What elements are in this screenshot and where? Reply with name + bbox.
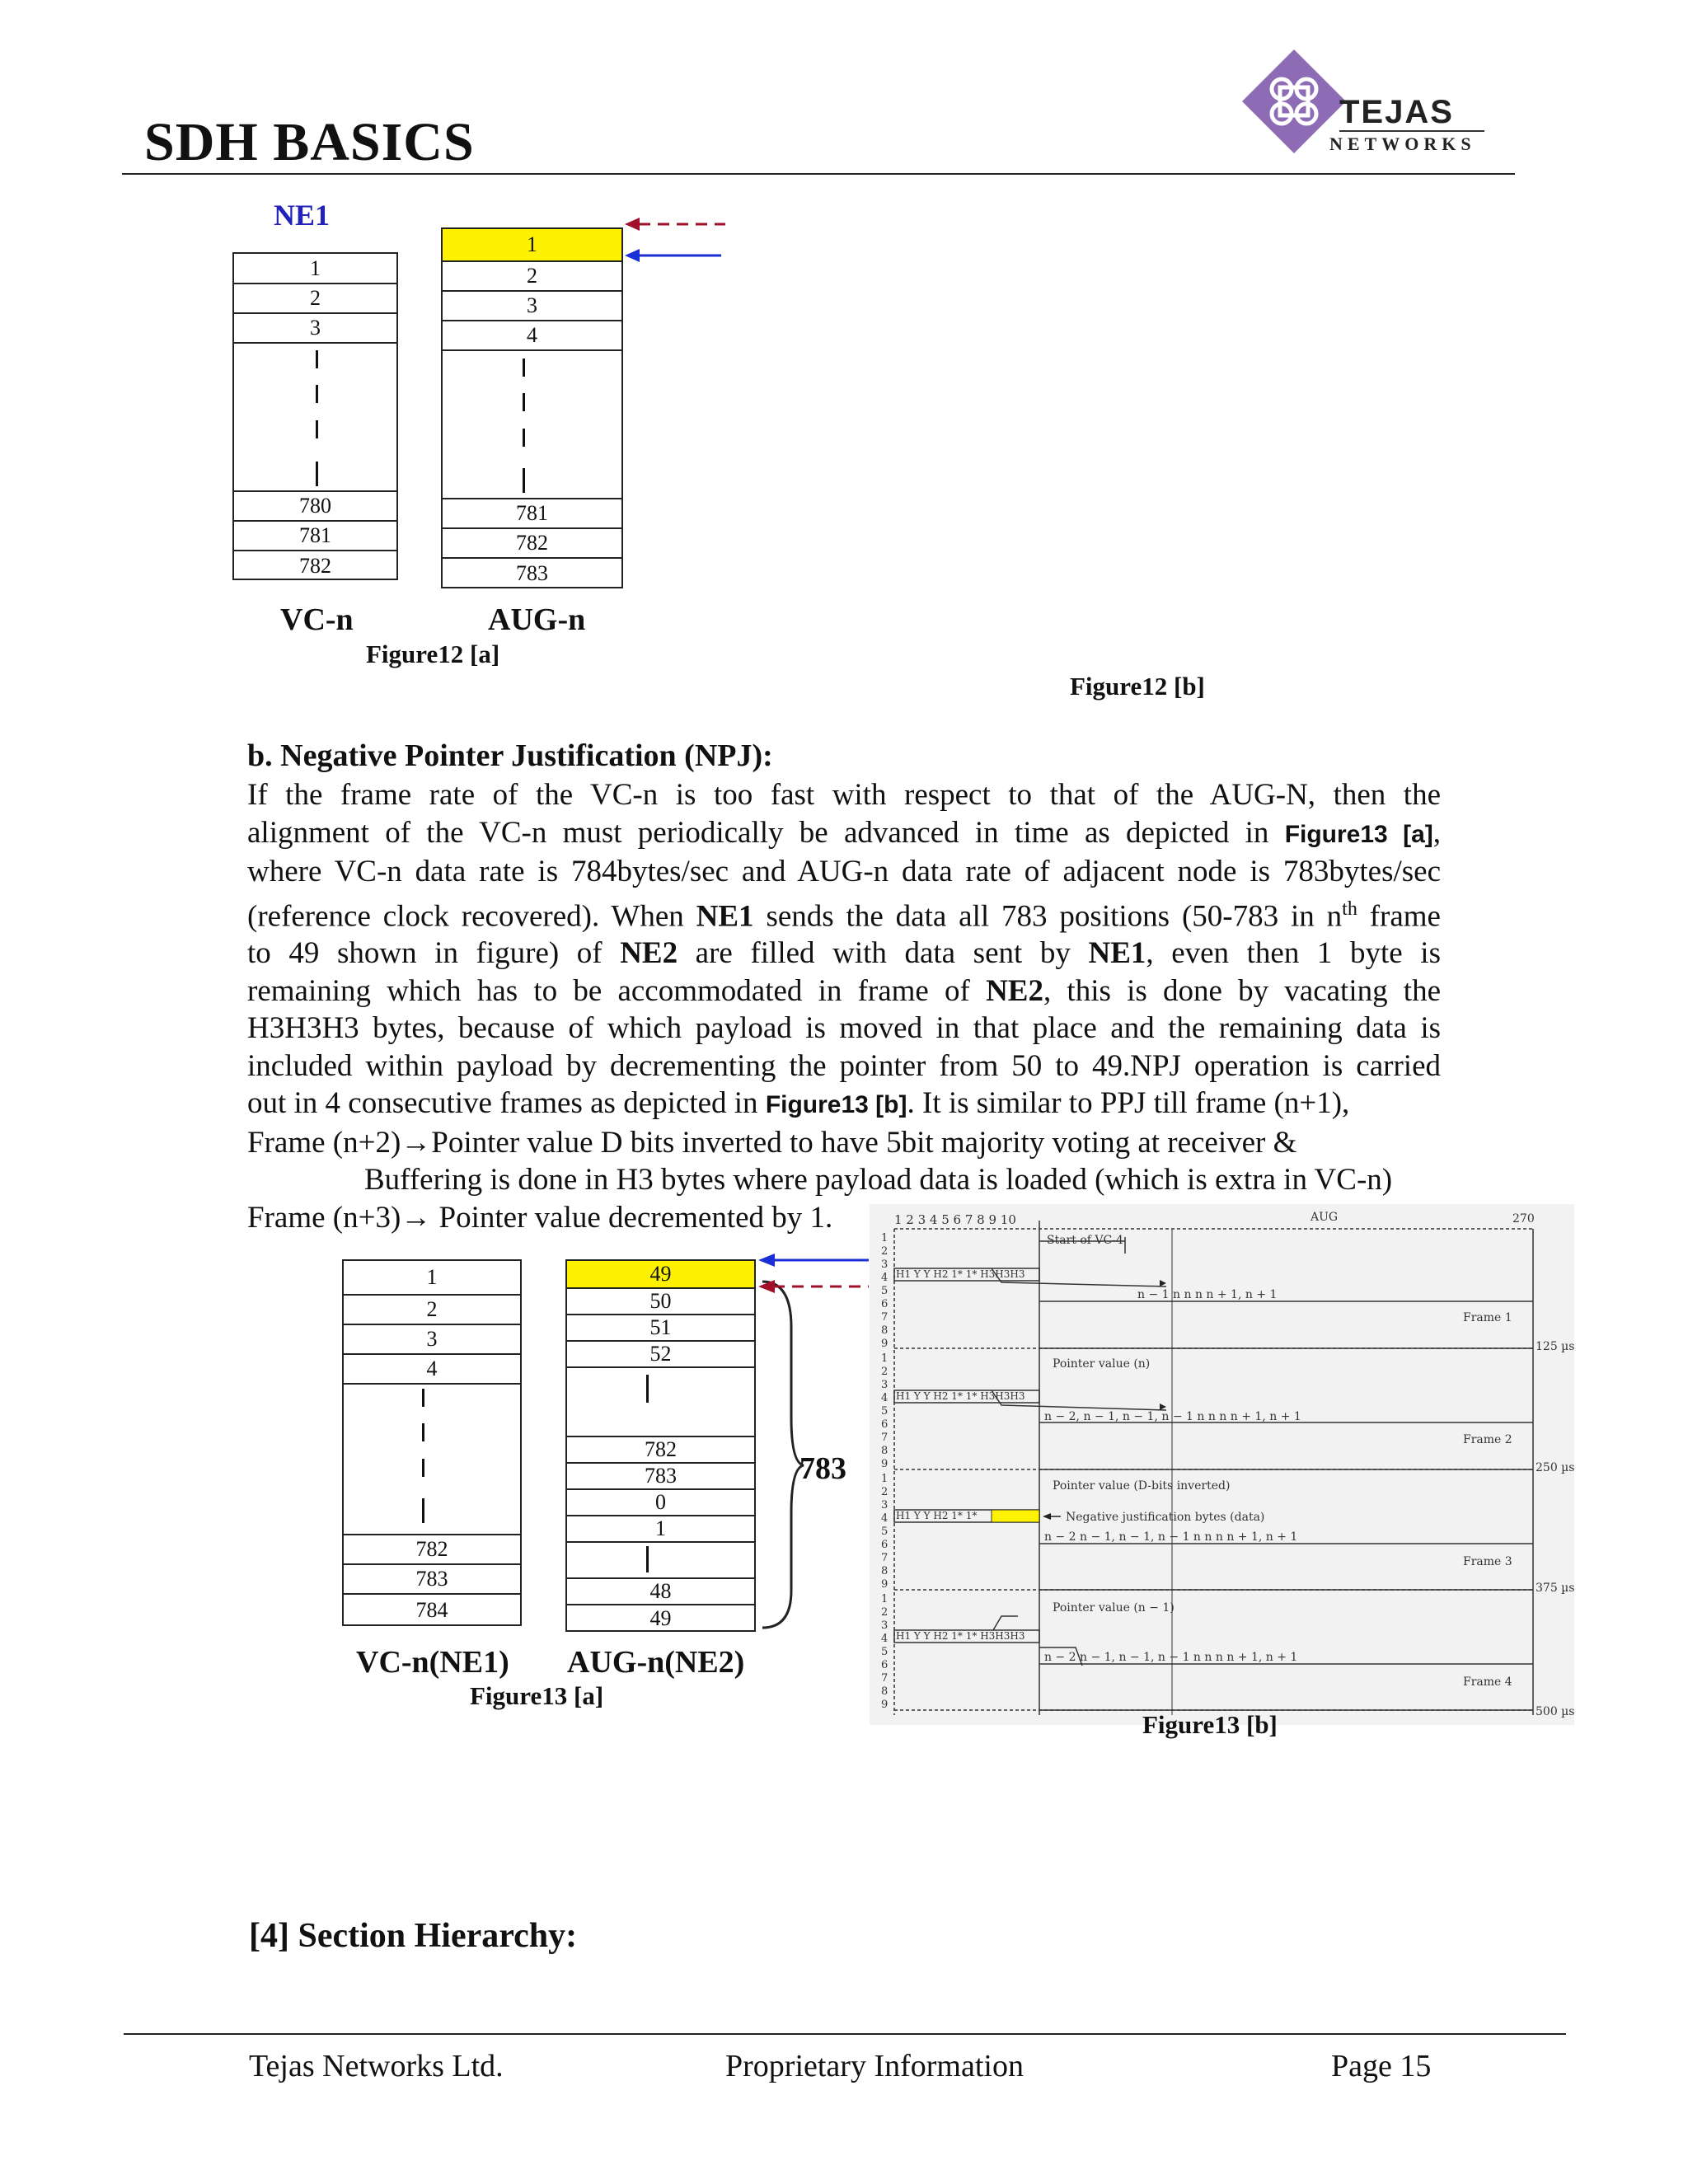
text-line: alignment of the VC-n must periodically be advanced in time as depicted in Figure13 [a], (247, 815, 1441, 850)
continuation-bar (523, 429, 525, 447)
logo-sub: NETWORKS (1329, 134, 1476, 154)
table-cell: 2 (234, 284, 396, 314)
figure12-ne-label: NE1 (274, 199, 331, 232)
table-cell: 4 (443, 321, 621, 351)
figure13-vc-column (342, 1259, 522, 1626)
row4-bytes: H1 Y Y H2 1* 1* H3H3H3 (896, 1268, 1025, 1280)
logo-rule (1339, 130, 1484, 132)
row-numbers: 1 2 3 4 5 6 7 8 9 (881, 1473, 889, 1591)
table-cell: 52 (567, 1342, 754, 1368)
table-cell: 51 (567, 1315, 754, 1342)
text-line: Buffering is done in H3 bytes where payload data is loaded (which is extra in VC-n) (364, 1163, 1393, 1197)
aug-label: AUG (1311, 1211, 1339, 1224)
continuation-bar (316, 420, 318, 438)
time-500: 500 µs (1536, 1705, 1575, 1718)
text-line: to 49 shown in figure) of NE2 are filled with data sent by NE1, even then 1 byte is (247, 936, 1441, 971)
table-cell: 781 (443, 499, 621, 529)
table-cell: 781 (234, 522, 396, 551)
continuation-bar (523, 468, 525, 493)
figure12-aug-label: AUG-n (488, 602, 586, 637)
table-cell-highlight: 49 (567, 1261, 754, 1289)
figure13b-caption: Figure13 [b] (1142, 1710, 1278, 1739)
footer-center: Proprietary Information (725, 2049, 1024, 2083)
row-numbers: 1 2 3 4 5 6 7 8 9 (881, 1232, 889, 1350)
table-cell: 4 (344, 1355, 520, 1385)
table-cell: 50 (567, 1289, 754, 1315)
arrow-right-icon: → (401, 1125, 432, 1160)
frame2-sequence: n − 2, n − 1, n − 1, n − 1 n n n n + 1, n + 1 (1044, 1410, 1301, 1423)
frame3-label: Frame 3 (1463, 1555, 1512, 1568)
table-cell-gap (443, 351, 621, 499)
text-line: Frame (n+3)→ Pointer value decremented by 1. (247, 1200, 833, 1235)
frame4-label: Frame 4 (1463, 1675, 1512, 1689)
row4-bytes-npj: H1 Y Y H2 1* 1* (896, 1510, 978, 1521)
dashed-red-arrow (758, 1280, 869, 1293)
table-cell: 1 (567, 1516, 754, 1543)
continuation-bar (422, 1498, 424, 1523)
continuation-bar (422, 1389, 424, 1407)
row4-bytes: H1 Y Y H2 1* 1* H3H3H3 (896, 1390, 1025, 1402)
figure13-aug-label: AUG-n(NE2) (567, 1645, 745, 1680)
footer-company: Tejas Networks Ltd. (249, 2049, 504, 2083)
figure12-aug-column (441, 227, 623, 588)
pointer-value-n-minus-1: Pointer value (n − 1) (1053, 1601, 1175, 1615)
logo-word: TEJAS (1339, 94, 1454, 130)
start-vc4-label: Start of VC-4 (1047, 1234, 1123, 1247)
table-cell: 782 (299, 553, 331, 578)
frame2-label: Frame 2 (1463, 1433, 1512, 1446)
figure12-vc-label: VC-n (280, 602, 354, 637)
page-title: SDH BASICS (144, 112, 475, 172)
table-cell: 48 (567, 1579, 754, 1605)
figure12b-caption: Figure12 [b] (1070, 672, 1205, 701)
time-125: 125 µs (1536, 1340, 1575, 1353)
table-cell: 2 (344, 1296, 520, 1325)
table-cell: 2 (443, 262, 621, 292)
table-cell: 782 (443, 529, 621, 559)
table-cell: 3 (443, 292, 621, 321)
figure-ref: Figure13 [a] (1284, 820, 1433, 848)
arrow-right-icon: → (401, 1200, 432, 1235)
figure13a-caption: Figure13 [a] (470, 1681, 604, 1710)
row4-bytes: H1 Y Y H2 1* 1* H3H3H3 (896, 1630, 1025, 1642)
pointer-value-n: Pointer value (n) (1053, 1357, 1151, 1371)
table-cell: 782 (567, 1437, 754, 1464)
figure-ref: Figure13 [b] (765, 1091, 907, 1119)
figure12a-caption: Figure12 [a] (366, 640, 500, 668)
tejas-logo (1240, 48, 1488, 163)
section4-heading: [4] Section Hierarchy: (249, 1917, 578, 1955)
text-line: H3H3H3 bytes, because of which payload is moved in that place and the remaining data is (247, 1011, 1441, 1046)
header-rule (122, 173, 1515, 175)
footer-page: Page 15 (1331, 2049, 1432, 2083)
continuation-bar (316, 385, 318, 403)
table-cell-gap (567, 1368, 754, 1437)
brace-label: 783 (799, 1451, 846, 1486)
negative-justification-label: Negative justification bytes (data) (1066, 1511, 1265, 1524)
text-line: out in 4 consecutive frames as depicted in Figure13 [b]. It is similar to PPJ till frame (n+1), (247, 1086, 1350, 1121)
table-cell: 49 (649, 1606, 672, 1630)
figure13-vc-label: VC-n(NE1) (356, 1645, 509, 1680)
continuation-bar (422, 1459, 424, 1477)
frame3-sequence: n − 2 n − 1, n − 1, n − 1 n n n n + 1, n + 1 (1044, 1530, 1298, 1544)
time-375: 375 µs (1536, 1582, 1575, 1595)
figure13b-frame-diagram (870, 1204, 1574, 1725)
frame4-sequence: n − 2 n − 1, n − 1, n − 1 n n n n + 1, n + 1 (1044, 1651, 1298, 1664)
figure13-aug-column (565, 1259, 756, 1632)
row-numbers: 1 2 3 4 5 6 7 8 9 (881, 1352, 889, 1470)
figure12-arrows (618, 210, 734, 268)
figure12-vc-column (232, 252, 398, 580)
pointer-value-dinv: Pointer value (D-bits inverted) (1053, 1479, 1231, 1493)
time-250: 250 µs (1536, 1461, 1575, 1474)
section-b-heading: b. Negative Pointer Justification (NPJ): (247, 738, 773, 773)
table-cell: 1 (344, 1261, 520, 1296)
frame-grid (870, 1204, 1574, 1725)
blue-arrow (625, 249, 721, 262)
continuation-bar (646, 1546, 649, 1572)
table-cell: 783 (567, 1464, 754, 1490)
blue-arrow (758, 1254, 869, 1267)
table-cell: 783 (516, 561, 548, 585)
table-cell: 0 (567, 1490, 754, 1516)
text-line: Frame (n+2)→Pointer value D bits inverted to have 5bit majority voting at receiver & (247, 1125, 1297, 1160)
table-cell: 3 (344, 1325, 520, 1355)
continuation-bar (646, 1375, 649, 1403)
dashed-red-arrow (625, 218, 725, 231)
col-numbers: 1 2 3 4 5 6 7 8 9 10 (894, 1212, 1016, 1227)
footer-rule (124, 2033, 1566, 2035)
section-b-paragraph (247, 776, 1441, 1236)
frame1-sequence: n − 1 n n n n + 1, n + 1 (1137, 1288, 1278, 1301)
text-line: remaining which has to be accommodated in frame of NE2, this is done by vacating the (247, 973, 1441, 1008)
table-cell: 783 (344, 1565, 520, 1595)
text-line: If the frame rate of the VC-n is too fast with respect to that of the AUG-N, then the (247, 778, 1441, 812)
text-line: included within payload by decrementing the pointer from 50 to 49.NPJ operation is carried (247, 1048, 1441, 1083)
frame1-label: Frame 1 (1463, 1311, 1512, 1324)
table-cell-gap (344, 1385, 520, 1535)
col-270: 270 (1512, 1212, 1535, 1226)
continuation-bar (523, 393, 525, 411)
table-cell: 782 (344, 1535, 520, 1565)
continuation-bar (523, 359, 525, 377)
continuation-bar (316, 350, 318, 368)
continuation-bar (422, 1423, 424, 1441)
figure13-arrows (752, 1244, 875, 1310)
table-cell: 780 (234, 492, 396, 522)
text-line: where VC-n data rate is 784bytes/sec and AUG-n data rate of adjacent node is 783bytes/sec (247, 855, 1441, 888)
continuation-bar (316, 462, 318, 486)
table-cell-gap (567, 1543, 754, 1579)
row-numbers: 1 2 3 4 5 6 7 8 9 (881, 1593, 889, 1711)
table-cell-highlight: 1 (443, 229, 621, 262)
text-line: (reference clock recovered). When NE1 sends the data all 783 positions (50-783 in $n^{th}$ frame (247, 898, 1441, 933)
table-cell: 784 (415, 1598, 448, 1622)
table-cell: 3 (234, 314, 396, 344)
table-cell: 1 (234, 254, 396, 284)
